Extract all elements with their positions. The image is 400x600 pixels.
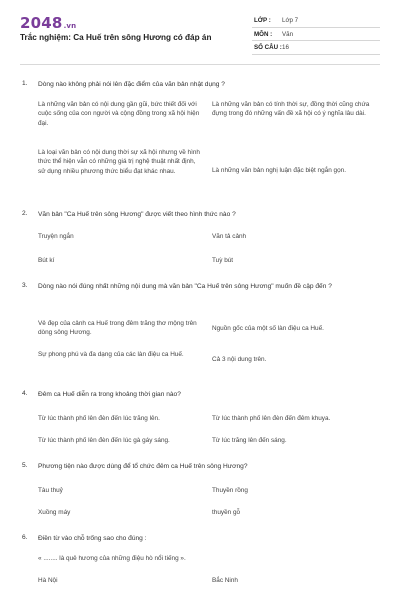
meta-label: LỚP :	[254, 17, 271, 24]
question-number: 5.	[22, 462, 28, 469]
option-2a[interactable]: Truyện ngắn	[38, 233, 74, 240]
meta-row-count	[252, 41, 380, 55]
site-logo[interactable]	[20, 14, 76, 32]
header-divider	[20, 64, 380, 65]
option-6a[interactable]: Hà Nội	[38, 577, 58, 584]
question-number: 2.	[22, 210, 28, 217]
meta-label: MÔN :	[254, 30, 273, 38]
meta-row-subject	[252, 28, 380, 42]
option-6b[interactable]: Bắc Ninh	[212, 577, 238, 584]
logo-suffix: .vn	[63, 22, 77, 30]
option-4d[interactable]: Từ lúc trăng lên đến sáng.	[212, 437, 287, 444]
logo-main: 2048	[20, 14, 63, 32]
option-5a[interactable]: Tàu thuỷ	[38, 487, 63, 494]
option-5d[interactable]: thuyền gỗ	[212, 509, 241, 516]
meta-value: Lớp 7	[282, 17, 299, 24]
question-prompt: « ........ là quê hương của những điệu hò nổi tiếng ».	[38, 555, 186, 562]
question-text: Dòng nào không phải nói lên đặc điểm của văn bản nhật dụng ?	[38, 81, 225, 88]
option-1b[interactable]: Là những văn bản có tính thời sự, đồng thời cũng chứa đựng trong đó những vấn đề xã hội có ý nghĩa lâu dài.	[212, 101, 370, 118]
question-number: 3.	[22, 282, 28, 289]
option-2d[interactable]: Tuỳ bút	[212, 257, 234, 264]
option-3d[interactable]: Cả 3 nội dung trên.	[212, 356, 267, 363]
meta-value: 16	[282, 44, 289, 51]
option-5b[interactable]: Thuyền rồng	[212, 487, 248, 494]
question-text: Điền từ vào chỗ trống sao cho đúng :	[38, 535, 147, 542]
option-1c[interactable]: Là loại văn bản có nội dung thời sự xã hội nhưng về hình thức thể hiện vẫn có những giá trị nghệ thuật nhất định, sử dụng nhiều phương thức biểu đạt khác nhau.	[38, 149, 200, 175]
option-4b[interactable]: Từ lúc thành phố lên đèn đến đêm khuya.	[212, 415, 331, 422]
option-2b[interactable]: Văn tả cảnh	[212, 233, 247, 240]
question-number: 1.	[22, 80, 28, 87]
option-3c[interactable]: Sự phong phú và đa dạng của các làn điệu ca Huế.	[38, 351, 184, 358]
meta-row-class	[252, 14, 380, 28]
question-text: Phương tiện nào được dùng để tổ chức đêm ca Huế trên sông Hương?	[38, 463, 248, 470]
meta-label: SỐ CÂU :	[254, 44, 282, 51]
option-1a[interactable]: Là những văn bản có nội dung gần gũi, bức thiết đối với cuộc sống của con người và cộng đồng trong xã hội hiện đại.	[38, 101, 200, 127]
option-5c[interactable]: Xuồng máy	[38, 509, 71, 516]
question-text: Đêm ca Huế diễn ra trong khoảng thời gian nào?	[38, 391, 181, 398]
option-2c[interactable]: Bút kí	[38, 257, 55, 264]
option-3a[interactable]: Vẻ đẹp của cảnh ca Huế trong đêm trăng thơ mộng trên dòng sông Hương.	[38, 320, 197, 337]
question-text: Dòng nào nói đúng nhất những nội dung mà văn bản "Ca Huế trên sông Hương" muốn đề cập đến ?	[38, 283, 332, 290]
question-text: Văn bản "Ca Huế trên sông Hương" được viết theo hình thức nào ?	[38, 211, 236, 218]
question-number: 4.	[22, 390, 28, 397]
option-1d[interactable]: Là những văn bản nghị luận đặc biệt ngắn gọn.	[212, 167, 346, 174]
option-4c[interactable]: Từ lúc thành phố lên đèn đến lúc gà gáy sáng.	[38, 437, 170, 444]
page-title: Trắc nghiệm: Ca Huế trên sông Hương có đáp án	[20, 33, 212, 42]
meta-value: Văn	[282, 30, 294, 38]
option-3b[interactable]: Nguồn gốc của một số làn điệu ca Huế.	[212, 325, 324, 332]
option-4a[interactable]: Từ lúc thành phố lên đèn đến lúc trăng lên.	[38, 415, 160, 422]
question-number: 6.	[22, 534, 28, 541]
header	[0, 0, 400, 64]
meta-table	[252, 14, 380, 55]
